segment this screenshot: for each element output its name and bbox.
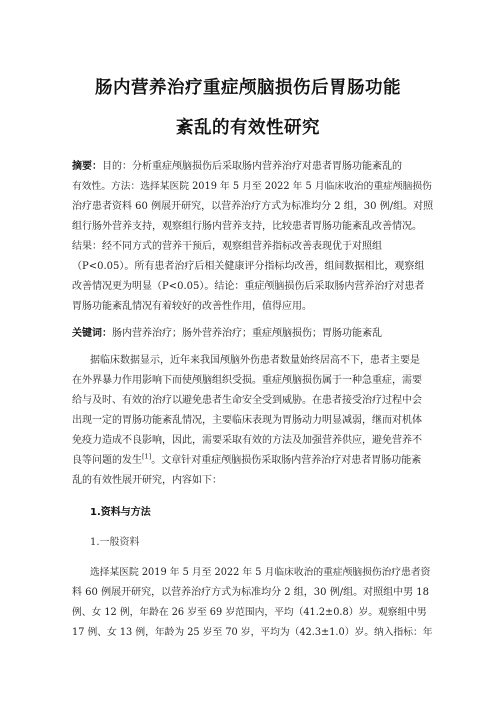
abstract-label: 摘要： — [72, 161, 102, 172]
intro-line-3: 给与及时、有效的治疗以避免患者生命安全受到威胁。在患者接受治疗过程中会 — [72, 395, 422, 406]
keywords-text: 肠内营养治疗；肠外营养治疗；重症颅脑损伤；胃肠功能紊乱 — [112, 328, 382, 339]
intro-line-6-end: 。文章针对重症颅脑损伤采取肠内营养治疗对患者胃肠功能紊 — [151, 455, 422, 466]
abstract-text: 目的：分析重症颅脑损伤后采取肠内营养治疗对患者胃肠功能紊乱的 — [102, 161, 402, 172]
paper-title-line-1: 肠内营养治疗重症颅脑损伤后胃肠功能 — [95, 78, 401, 98]
abstract-line-6: （P<0.05）。所有患者治疗后相关健康评分指标均改善，组间数据相比，观察组 — [72, 261, 425, 272]
general-line-2: 料 60 例展开研究，以营养治疗方式为标准均分 2 组，30 例/组。对照组中男 18 — [72, 587, 429, 598]
intro-line-4: 出现一定的胃肠功能紊乱情况，主要临床表现为胃肠动力明显减弱，继而对机体 — [72, 415, 422, 426]
keywords-label: 关键词： — [72, 328, 112, 339]
abstract-line-4: 组行肠外营养支持，观察组行肠内营养支持，比较患者胃肠功能紊乱改善情况。 — [72, 221, 422, 232]
intro-line-5: 免疫力造成不良影响，因此，需要采取有效的方法及加强营养供应，避免营养不 — [72, 435, 422, 446]
citation-ref: [1] — [142, 452, 152, 461]
general-line-1: 选择某医院 2019 年 5 月至 2022 年 5 月临床收治的重症颅脑损伤治疗患者资 — [90, 567, 431, 578]
paper-title-line-2: 紊乱的有效性研究 — [176, 118, 320, 138]
general-line-3: 例、女 12 例，年龄在 26 岁至 69 岁范围内，平均（41.2±0.8）岁。观察组中男 — [72, 607, 427, 618]
abstract-line-1 — [72, 157, 434, 177]
intro-line-7: 乱的有效性展开研究，内容如下： — [72, 475, 222, 486]
abstract-line-7: 改善情况更为明显（P<0.05）。结论：重症颅脑损伤后采取肠内营养治疗对患者 — [72, 281, 425, 292]
intro-line-2: 在外界暴力作用影响下而使颅脑组织受损。重症颅脑损伤属于一种急重症，需要 — [72, 375, 422, 386]
intro-line-6 — [72, 451, 432, 471]
intro-line-1: 据临床数据显示，近年来我国颅脑外伤患者数量始终居高不下，患者主要是 — [90, 355, 420, 366]
general-line-4: 17 例、女 13 例，年龄为 25 岁至 70 岁，平均为（42.3±1.0）岁。纳入指标：年 — [72, 627, 433, 638]
abstract-line-8: 胃肠功能紊乱情况有着较好的改善性作用，值得应用。 — [72, 301, 312, 312]
abstract-line-2: 有效性。方法：选择某医院 2019 年 5 月至 2022 年 5 月临床收治的重症颅脑损伤 — [72, 181, 432, 192]
section-heading-methods: 1.资料与方法 — [90, 507, 151, 518]
intro-line-6-start: 良等问题的发生 — [72, 455, 142, 466]
subsection-heading-general: 1.一般资料 — [90, 537, 140, 548]
abstract-line-5: 结果：经不同方式的营养干预后，观察组营养指标改善表现优于对照组 — [72, 241, 382, 252]
abstract-line-3: 治疗患者资料 60 例展开研究，以营养治疗方式为标准均分 2 组，30 例/组。对照 — [72, 201, 434, 212]
keywords-line — [72, 324, 434, 344]
